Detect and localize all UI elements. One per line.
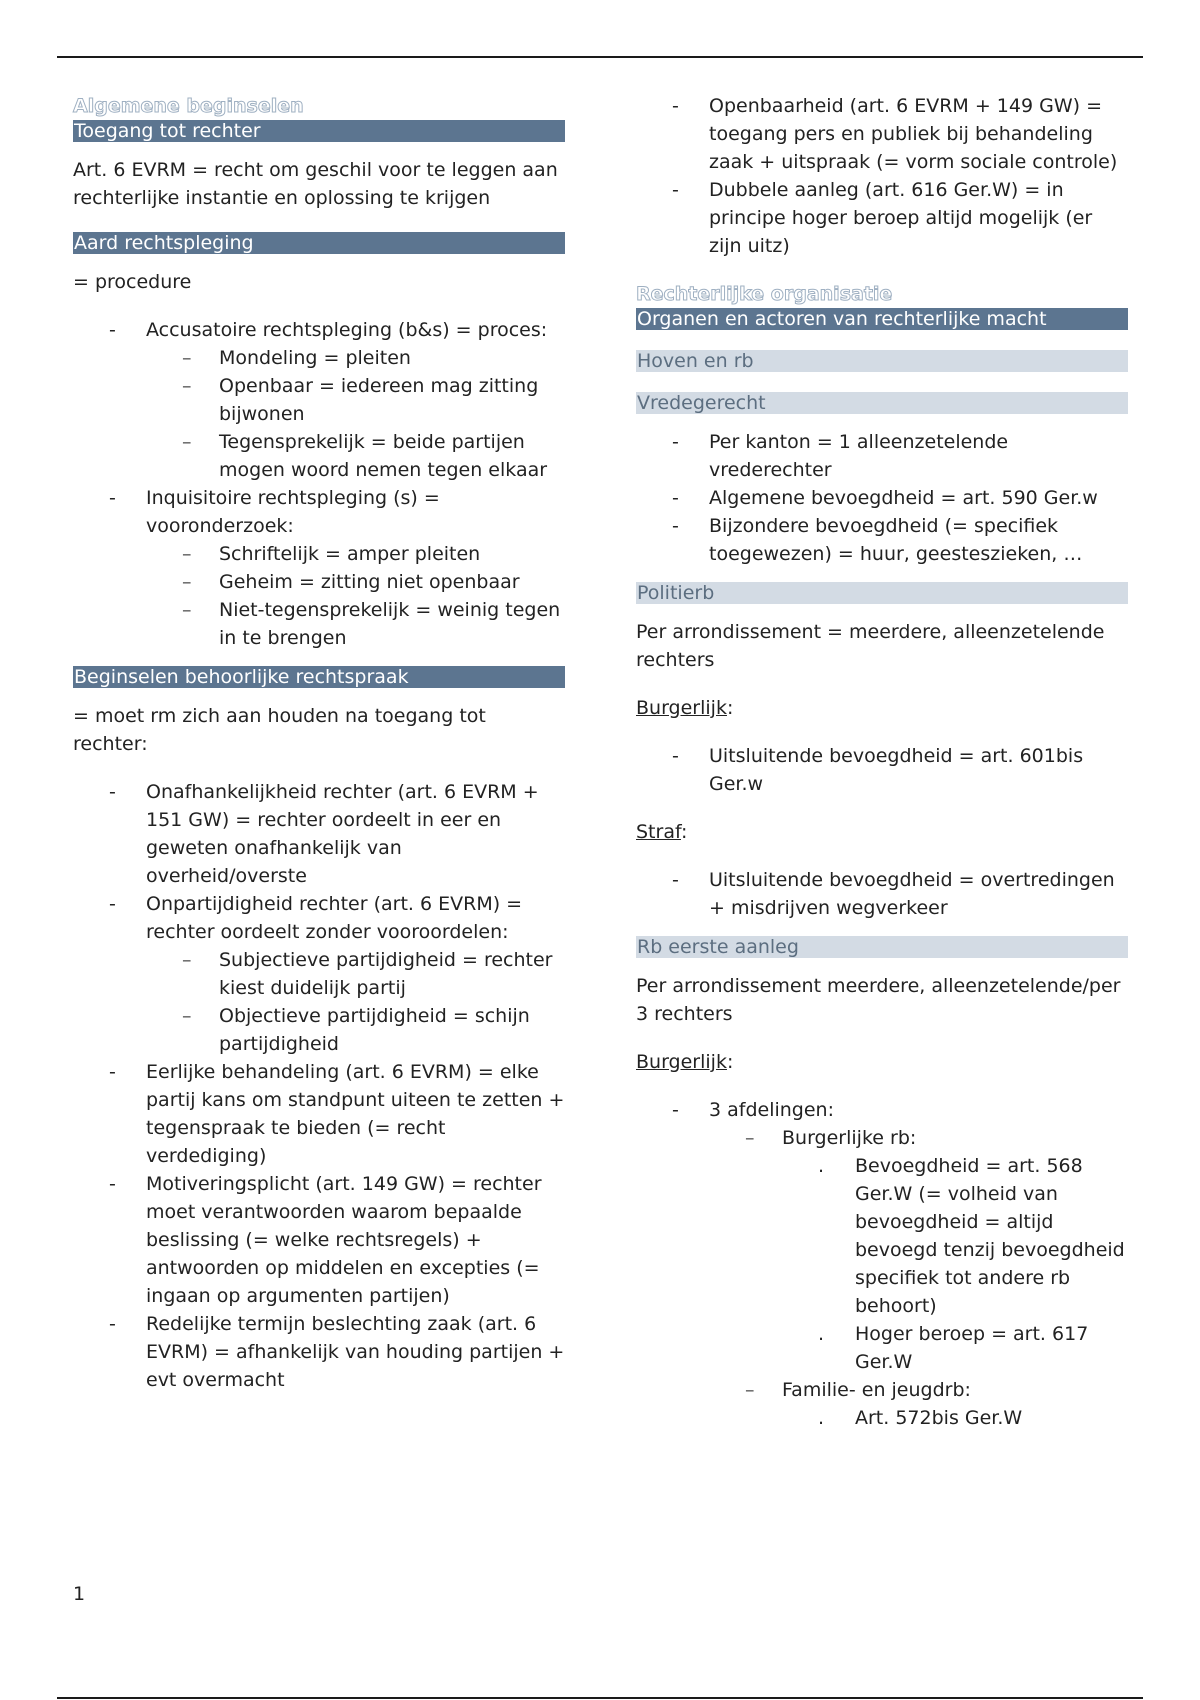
list-item: - Onafhankelijkheid rechter (art. 6 EVRM + 151 GW) = rechter oordeelt in eer en geweten onafhankelijk van overheid/overste [109, 781, 539, 887]
section-politierb: Politierb [636, 582, 1128, 604]
rb-text: Per arrondissement meerdere, alleenzetelende/per 3 rechters [636, 975, 1121, 1025]
beginselen-list [73, 778, 565, 1394]
rb-list [636, 1096, 1128, 1432]
beginselen-intro: = moet rm zich aan houden na toegang tot rechter: [73, 705, 486, 755]
list-item: – Schriftelijk = amper pleiten [182, 543, 481, 565]
list-item: . Art. 572bis Ger.W [818, 1407, 1023, 1429]
aard-intro: = procedure [73, 271, 192, 293]
list-item: - Motiveringsplicht (art. 149 GW) = rechter moet verantwoorden waarom bepaalde beslissing (= welke rechtsregels) + antwoorden op middelen en excepties (= ingaan op argumenten partijen) [109, 1173, 542, 1307]
list-item: - 3 afdelingen: – Burgerlijke rb: . Bevoegdheid = art. 568 Ger.W (= volheid van bevoegdheid = altijd bevoegd tenzij bevoegdheid specifiek tot andere rb behoort) . Hoger beroep = art. 617 Ger.W – Familie- en jeugdrb: . Art. 572bis Ger.W [636, 1096, 1128, 1432]
rb-burgerlijk-label: Burgerlijk: [636, 1051, 734, 1073]
list-item: - Redelijke termijn beslechting zaak (art. 6 EVRM) = afhankelijk van houding partijen + evt overmacht [109, 1313, 565, 1391]
list-item: - Per kanton = 1 alleenzetelende vrederechter [672, 431, 1009, 481]
bottom-rule [57, 1697, 1143, 1699]
list-item: - Uitsluitende bevoegdheid = overtredingen + misdrijven wegverkeer [672, 869, 1115, 919]
list-item: - Openbaarheid (art. 6 EVRM + 149 GW) = toegang pers en publiek bij behandeling zaak + uitspraak (= vorm sociale controle) [672, 95, 1118, 173]
list-item: – Subjectieve partijdigheid = rechter kiest duidelijk partij [182, 949, 553, 999]
section-vredegerecht: Vredegerecht [636, 392, 1128, 414]
list-item: - Dubbele aanleg (art. 616 Ger.W) = in principe hoger beroep altijd mogelijk (er zijn uitz) [672, 179, 1093, 257]
heading-rechterlijke-organisatie: Rechterlijke organisatie [636, 283, 893, 305]
toegang-text: Art. 6 EVRM = recht om geschil voor te leggen aan rechterlijke instantie en oplossing te krijgen [73, 159, 558, 209]
right-column [636, 92, 1128, 1432]
list-item: – Geheim = zitting niet openbaar [182, 571, 520, 593]
list-item: – Familie- en jeugdrb: . Art. 572bis Ger.W [636, 1376, 1128, 1432]
section-organen: Organen en actoren van rechterlijke macht [636, 308, 1128, 330]
page-number: 1 [73, 1583, 86, 1605]
list-item: – Mondeling = pleiten [182, 347, 411, 369]
list-item: – Openbaar = iedereen mag zitting bijwonen [182, 375, 539, 425]
list-item: – Objectieve partijdigheid = schijn partijdigheid [182, 1005, 530, 1055]
list-item: - Eerlijke behandeling (art. 6 EVRM) = elke partij kans om standpunt uiteen te zetten + tegenspraak te bieden (= recht verdediging) [109, 1061, 565, 1167]
politierb-straf-list [636, 866, 1128, 922]
list-item: – Tegensprekelijk = beide partijen mogen woord nemen tegen elkaar [182, 431, 548, 481]
list-item: - Inquisitoire rechtspleging (s) = vooronderzoek: – Schriftelijk = amper pleiten – Geheim = zitting niet openbaar – Niet-tegensprekelijk = weinig tegen in te brengen [73, 484, 565, 652]
politierb-burgerlijk-list [636, 742, 1128, 798]
continued-list [636, 92, 1128, 260]
section-rb-eerste-aanleg: Rb eerste aanleg [636, 936, 1128, 958]
list-item: . Bevoegdheid = art. 568 Ger.W (= volheid van bevoegdheid = altijd bevoegd tenzij bevoegdheid specifiek tot andere rb behoort) [818, 1155, 1125, 1317]
list-item: - Bijzondere bevoegdheid (= specifiek toegewezen) = huur, geesteszieken, … [672, 515, 1083, 565]
vredegerecht-list [636, 428, 1128, 568]
politierb-burgerlijk-label: Burgerlijk: [636, 697, 734, 719]
section-aard-rechtspleging: Aard rechtspleging [73, 232, 565, 254]
list-item: . Hoger beroep = art. 617 Ger.W [818, 1323, 1089, 1373]
politierb-straf-label: Straf: [636, 821, 688, 843]
list-item: - Onpartijdigheid rechter (art. 6 EVRM) = rechter oordeelt zonder vooroordelen: – Subjectieve partijdigheid = rechter kiest duidelijk partij – Objectieve partijdigheid = schijn partijdigheid [73, 890, 565, 1058]
list-item: - Uitsluitende bevoegdheid = art. 601bis Ger.w [672, 745, 1084, 795]
politierb-text: Per arrondissement = meerdere, alleenzetelende rechters [636, 621, 1105, 671]
left-column [73, 92, 565, 1394]
aard-list [73, 316, 565, 652]
list-item: – Burgerlijke rb: . Bevoegdheid = art. 568 Ger.W (= volheid van bevoegdheid = altijd bevoegd tenzij bevoegdheid specifiek tot andere rb behoort) . Hoger beroep = art. 617 Ger.W [636, 1124, 1128, 1376]
list-item: – Niet-tegensprekelijk = weinig tegen in te brengen [182, 599, 561, 649]
section-beginselen: Beginselen behoorlijke rechtspraak [73, 666, 565, 688]
top-rule [57, 56, 1143, 58]
list-item: - Accusatoire rechtspleging (b&s) = proces: – Mondeling = pleiten – Openbaar = iedereen mag zitting bijwonen – Tegensprekelijk = beide partijen mogen woord nemen tegen elkaar [73, 316, 565, 484]
section-hoven-en-rb: Hoven en rb [636, 350, 1128, 372]
heading-algemene-beginselen: Algemene beginselen [73, 95, 304, 117]
list-item: - Algemene bevoegdheid = art. 590 Ger.w [672, 487, 1098, 509]
section-toegang-tot-rechter: Toegang tot rechter [73, 120, 565, 142]
